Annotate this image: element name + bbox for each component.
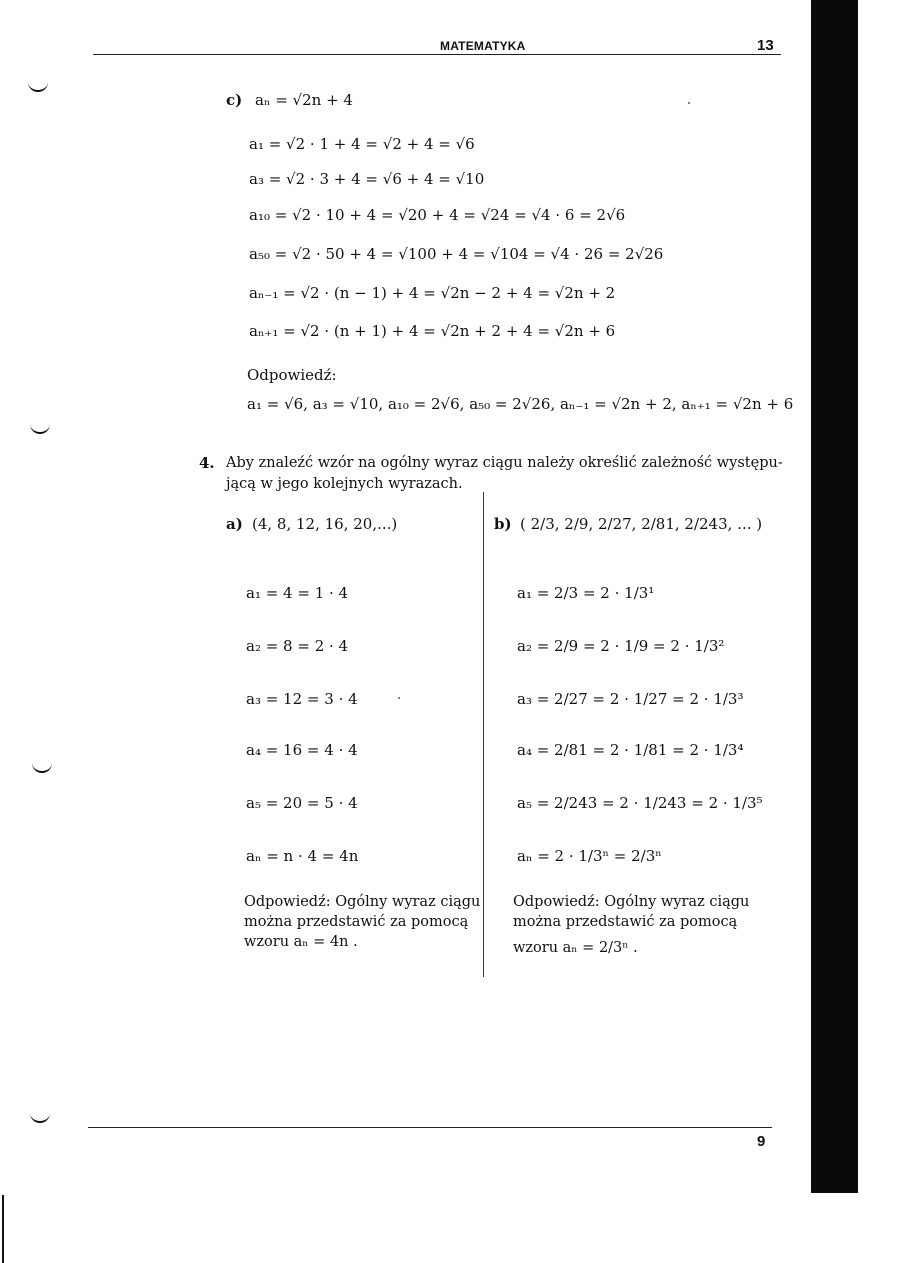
part-a-answer-line-1: Odpowiedź: Ogólny wyraz ciągu xyxy=(244,894,481,910)
punch-hole-mark xyxy=(30,424,50,434)
part-a-answer-line-3: wzoru aₙ = 4n . xyxy=(244,934,358,950)
part-b-step-a5: a₅ = 2/243 = 2 · 1/243 = 2 · 1/3⁵ xyxy=(517,794,763,812)
part-b-step-a1: a₁ = 2/3 = 2 · 1/3¹ xyxy=(517,584,655,602)
part-a-label: a) xyxy=(226,515,243,533)
problem-text-line-2: jącą w jego kolejnych wyrazach. xyxy=(226,476,463,492)
part-a-answer-line-2: można przedstawić za pomocą xyxy=(244,914,469,930)
scan-edge-shadow xyxy=(811,0,858,1193)
part-c-definition: aₙ = √2n + 4 xyxy=(255,91,353,109)
part-a-step-a4: a₄ = 16 = 4 · 4 xyxy=(246,741,358,759)
part-b-sequence: ( 2/3, 2/9, 2/27, 2/81, 2/243, ... ) xyxy=(520,515,763,533)
part-b-step-a2: a₂ = 2/9 = 2 · 1/9 = 2 · 1/3² xyxy=(517,637,725,655)
running-header-title: MATEMATYKA xyxy=(440,39,526,53)
part-b-answer-line-1: Odpowiedź: Ogólny wyraz ciągu xyxy=(513,894,750,910)
punch-hole-mark xyxy=(32,763,52,773)
column-divider xyxy=(483,492,484,977)
part-c-step-a50: a₅₀ = √2 · 50 + 4 = √100 + 4 = √104 = √4 · 26 = 2√26 xyxy=(249,245,664,263)
part-a-step-a1: a₁ = 4 = 1 · 4 xyxy=(246,584,349,602)
problem-text-line-1: Aby znaleźć wzór na ogólny wyraz ciągu należy określić zależność występu- xyxy=(226,455,783,471)
part-b-label: b) xyxy=(494,515,512,533)
part-b-answer-line-2: można przedstawić za pomocą xyxy=(513,914,738,930)
part-a-step-a2: a₂ = 8 = 2 · 4 xyxy=(246,637,349,655)
part-a-step-a3: a₃ = 12 = 3 · 4 xyxy=(246,690,358,708)
footer-rule xyxy=(88,1127,772,1128)
part-c-step-an-plus-1: aₙ₊₁ = √2 · (n + 1) + 4 = √2n + 2 + 4 = √2n + 6 xyxy=(249,322,616,340)
punch-hole-mark xyxy=(28,82,48,92)
scan-speck xyxy=(688,102,690,104)
binding-mark xyxy=(2,1195,4,1263)
part-b-step-an: aₙ = 2 · 1/3ⁿ = 2/3ⁿ xyxy=(517,847,662,865)
part-a-sequence: (4, 8, 12, 16, 20,...) xyxy=(252,515,398,533)
problem-number: 4. xyxy=(199,454,215,472)
part-c-step-a3: a₃ = √2 · 3 + 4 = √6 + 4 = √10 xyxy=(249,170,485,188)
footer-page-number: 9 xyxy=(757,1133,766,1150)
part-b-step-a4: a₄ = 2/81 = 2 · 1/81 = 2 · 1/3⁴ xyxy=(517,741,744,759)
part-c-step-a10: a₁₀ = √2 · 10 + 4 = √20 + 4 = √24 = √4 · 6 = 2√6 xyxy=(249,206,626,224)
part-c-step-an-minus-1: aₙ₋₁ = √2 · (n − 1) + 4 = √2n − 2 + 4 = √2n + 2 xyxy=(249,284,616,302)
part-b-step-a3: a₃ = 2/27 = 2 · 1/27 = 2 · 1/3³ xyxy=(517,690,744,708)
part-a-step-a5: a₅ = 20 = 5 · 4 xyxy=(246,794,358,812)
header-rule xyxy=(93,54,781,55)
punch-hole-mark xyxy=(30,1113,50,1123)
header-page-number: 13 xyxy=(757,37,774,54)
part-c-answer-heading: Odpowiedź: xyxy=(247,366,337,384)
part-a-step-an: aₙ = n · 4 = 4n xyxy=(246,847,359,865)
part-b-answer-line-3: wzoru aₙ = 2/3ⁿ . xyxy=(513,940,638,956)
part-c-answer: a₁ = √6, a₃ = √10, a₁₀ = 2√6, a₅₀ = 2√26, aₙ₋₁ = √2n + 2, aₙ₊₁ = √2n + 6 xyxy=(247,395,794,413)
scan-speck xyxy=(398,697,400,699)
part-c-step-a1: a₁ = √2 · 1 + 4 = √2 + 4 = √6 xyxy=(249,135,475,153)
part-c-label: c) xyxy=(226,91,243,109)
